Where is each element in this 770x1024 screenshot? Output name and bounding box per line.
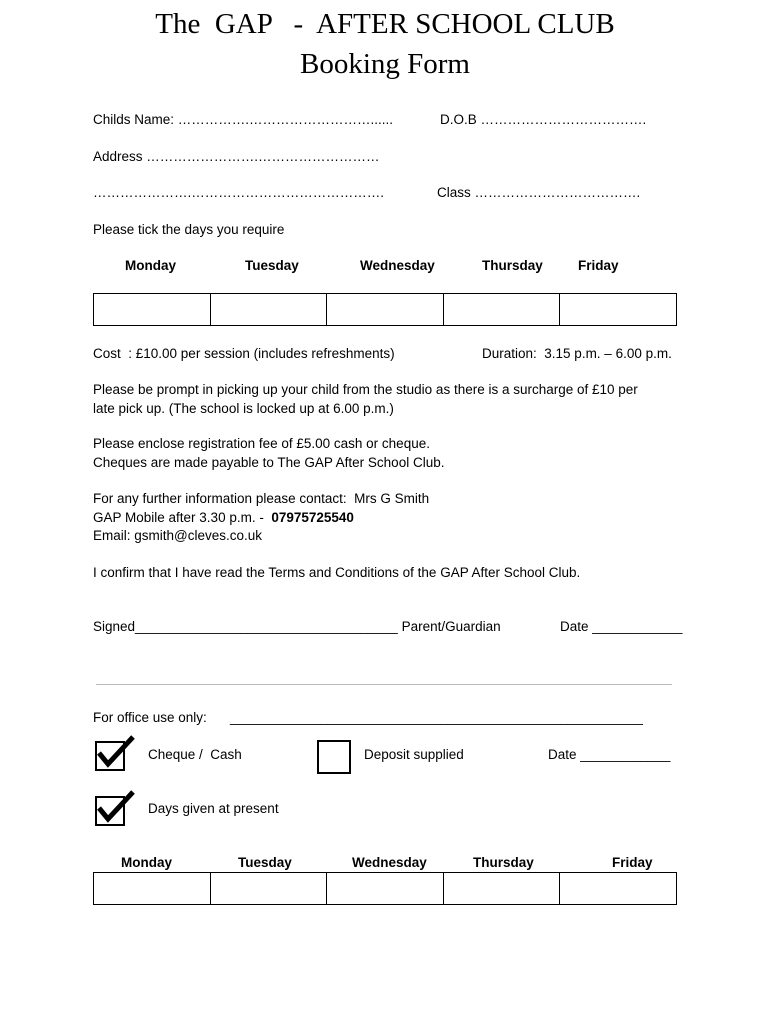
childs-name-field[interactable]: Childs Name: …………….………………………...... xyxy=(93,112,394,127)
day-label-thursday: Thursday xyxy=(482,258,543,273)
day-label-friday: Friday xyxy=(578,258,619,273)
days-given-label: Days given at present xyxy=(148,801,279,816)
fee-text-line1: Please enclose registration fee of £5.00 cash or cheque. xyxy=(93,436,430,451)
office-use-label: For office use only: xyxy=(93,710,207,725)
tick-cell-tuesday[interactable] xyxy=(211,294,328,325)
signature-field[interactable]: Signed___________________________________ Parent/Guardian xyxy=(93,619,501,634)
prompt-text-line2: late pick up. (The school is locked up at 6.00 p.m.) xyxy=(93,401,394,416)
cost-text: Cost : £10.00 per session (includes refreshments) xyxy=(93,346,395,361)
signature-date-field[interactable]: Date ____________ xyxy=(560,619,683,634)
form-title-line1: The GAP - AFTER SCHOOL CLUB xyxy=(155,8,615,40)
divider xyxy=(96,684,672,685)
address-field[interactable]: Address …………………….……………………… xyxy=(93,149,380,164)
contact-mobile-label: GAP Mobile after 3.30 p.m. - xyxy=(93,510,272,525)
office-day-label-thursday: Thursday xyxy=(473,855,534,870)
tick-cell-friday[interactable] xyxy=(560,294,676,325)
office-cell-thursday[interactable] xyxy=(444,873,561,904)
days-given-checkbox[interactable] xyxy=(95,796,125,826)
contact-mobile xyxy=(93,510,354,525)
form-title-line2: Booking Form xyxy=(300,48,470,80)
tick-cell-monday[interactable] xyxy=(94,294,211,325)
day-label-wednesday: Wednesday xyxy=(360,258,435,273)
confirm-text: I confirm that I have read the Terms and Conditions of the GAP After School Club. xyxy=(93,565,581,580)
contact-mobile-number: 07975725540 xyxy=(271,510,354,525)
office-date-field[interactable]: Date ____________ xyxy=(548,747,671,762)
class-field[interactable]: Class ………………………………. xyxy=(437,185,641,200)
days-prompt: Please tick the days you require xyxy=(93,222,285,237)
prompt-text-line1: Please be prompt in picking up your child from the studio as there is a surcharge of £10 per xyxy=(93,382,638,397)
days-tick-grid xyxy=(93,293,677,326)
checkmark-icon xyxy=(95,731,135,771)
tick-cell-wednesday[interactable] xyxy=(327,294,444,325)
contact-email: Email: gsmith@cleves.co.uk xyxy=(93,528,263,543)
address-field-line2[interactable]: ………………….……………………………………. xyxy=(93,185,385,200)
office-use-line[interactable]: _______________________________________________________ xyxy=(230,710,643,725)
checkmark-icon xyxy=(95,786,135,826)
office-cell-tuesday[interactable] xyxy=(211,873,328,904)
day-label-monday: Monday xyxy=(125,258,177,273)
office-day-label-tuesday: Tuesday xyxy=(238,855,292,870)
office-days-grid xyxy=(93,872,677,905)
office-cell-monday[interactable] xyxy=(94,873,211,904)
office-day-label-friday: Friday xyxy=(612,855,653,870)
day-label-tuesday: Tuesday xyxy=(245,258,299,273)
office-day-label-wednesday: Wednesday xyxy=(352,855,427,870)
office-cell-wednesday[interactable] xyxy=(327,873,444,904)
dob-field[interactable]: D.O.B ………………………………. xyxy=(440,112,647,127)
deposit-checkbox[interactable] xyxy=(317,740,351,774)
office-cell-friday[interactable] xyxy=(560,873,676,904)
tick-cell-thursday[interactable] xyxy=(444,294,561,325)
deposit-label: Deposit supplied xyxy=(364,747,464,762)
fee-text-line2: Cheques are made payable to The GAP After School Club. xyxy=(93,455,445,470)
cheque-cash-checkbox[interactable] xyxy=(95,741,125,771)
office-day-label-monday: Monday xyxy=(121,855,173,870)
cheque-cash-label: Cheque / Cash xyxy=(148,747,242,762)
duration-text: Duration: 3.15 p.m. – 6.00 p.m. xyxy=(482,346,672,361)
contact-line1: For any further information please contact: Mrs G Smith xyxy=(93,491,430,506)
